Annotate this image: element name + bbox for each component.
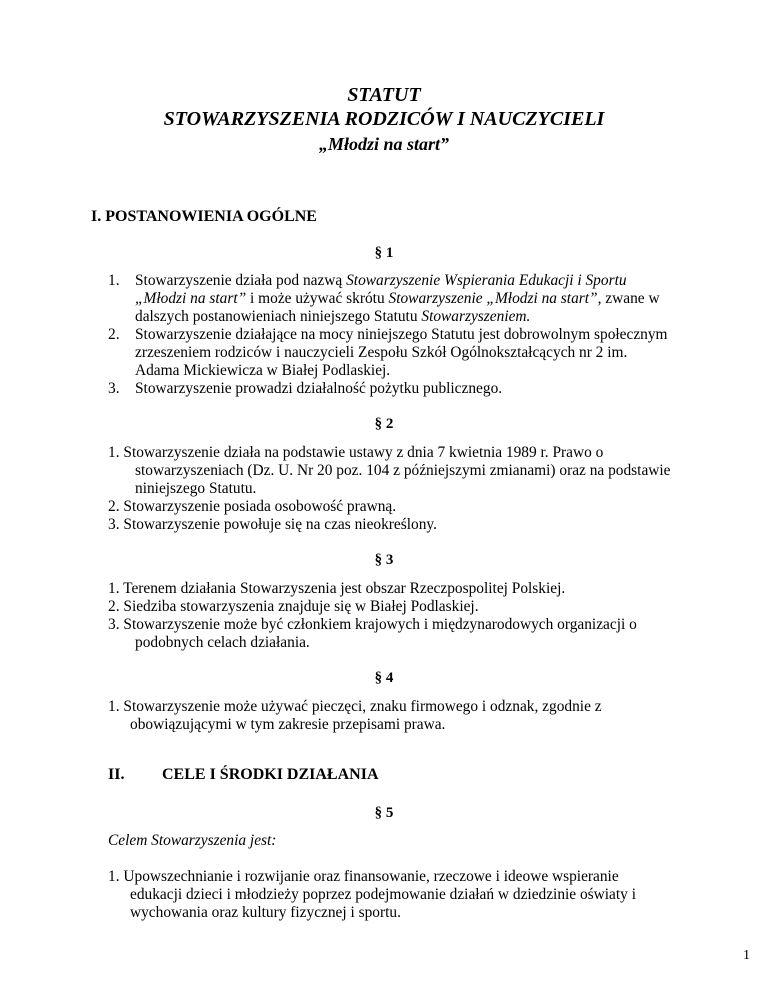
list-item: 2. Stowarzyszenie posiada osobowość prawną.	[108, 498, 397, 515]
goals-intro: Celem Stowarzyszenia jest:	[108, 832, 277, 849]
page-number: 1	[743, 948, 750, 963]
list-number: 2.	[108, 326, 120, 343]
list-item-cont: stowarzyszeniach (Dz. U. Nr 20 poz. 104 z późniejszymi zmianami) oraz na podstawie	[135, 462, 671, 479]
list-item: Stowarzyszenie działające na mocy niniejszego Statutu jest dobrowolnym społecznym	[135, 326, 668, 343]
list-item: Stowarzyszenie działa pod nazwą Stowarzyszenie Wspierania Edukacji i Sportu	[135, 272, 627, 289]
list-item: 3. Stowarzyszenie powołuje się na czas nieokreślony.	[108, 516, 437, 533]
list-item: 1. Terenem działania Stowarzyszenia jest obszar Rzeczpospolitej Polskiej.	[108, 580, 566, 597]
section-number-2: II.	[108, 766, 125, 783]
list-item: 3. Stowarzyszenie może być członkiem krajowych i międzynarodowych organizacji o	[108, 616, 637, 633]
doc-title-name: „Młodzi na start”	[318, 134, 450, 154]
section-heading-goals: CELE I ŚRODKI DZIAŁANIA	[162, 766, 379, 783]
list-number: 1.	[108, 272, 120, 289]
list-item: Stowarzyszenie prowadzi działalność pożytku publicznego.	[135, 380, 503, 397]
paragraph-sign-1: § 1	[374, 245, 394, 261]
list-item: 1. Stowarzyszenie działa na podstawie ustawy z dnia 7 kwietnia 1989 r. Prawo o	[108, 444, 604, 461]
doc-title-statut: STATUT	[347, 84, 421, 106]
list-item-cont: Adama Mickiewicza w Białej Podlaskiej.	[135, 362, 391, 379]
list-item-cont: obowiązującymi w tym zakresie przepisami prawa.	[130, 716, 446, 733]
paragraph-sign-5: § 5	[374, 805, 394, 821]
list-item-cont: edukacji dzieci i młodzieży poprzez podejmowanie działań w dziedzinie oświaty i	[130, 886, 636, 903]
list-item-cont: dalszych postanowieniach niniejszego Statutu Stowarzyszeniem.	[135, 308, 531, 325]
list-item: 2. Siedziba stowarzyszenia znajduje się w Białej Podlaskiej.	[108, 598, 479, 615]
list-item-cont: wychowania oraz kultury fizycznej i sportu.	[130, 904, 401, 921]
list-number: 3.	[108, 380, 120, 397]
list-item: 1. Upowszechnianie i rozwijanie oraz finansowanie, rzeczowe i ideowe wspieranie	[108, 868, 619, 885]
paragraph-sign-4: § 4	[374, 670, 394, 686]
list-item-cont: „Młodzi na start” i może używać skrótu Stowarzyszenie „Młodzi na start”, zwane w	[135, 290, 660, 307]
section-heading-general: I. POSTANOWIENIA OGÓLNE	[91, 208, 317, 225]
list-item-cont: zrzeszeniem rodziców i nauczycieli Zespołu Szkół Ogólnokształcących nr 2 im.	[135, 344, 628, 361]
paragraph-sign-2: § 2	[374, 416, 394, 432]
paragraph-sign-3: § 3	[374, 552, 394, 568]
list-item-cont: niniejszego Statutu.	[135, 480, 257, 497]
list-item-cont: podobnych celach działania.	[135, 634, 310, 651]
doc-title-association: STOWARZYSZENIA RODZICÓW I NAUCZYCIELI	[163, 108, 605, 130]
list-item: 1. Stowarzyszenie może używać pieczęci, znaku firmowego i odznak, zgodnie z	[108, 698, 602, 715]
